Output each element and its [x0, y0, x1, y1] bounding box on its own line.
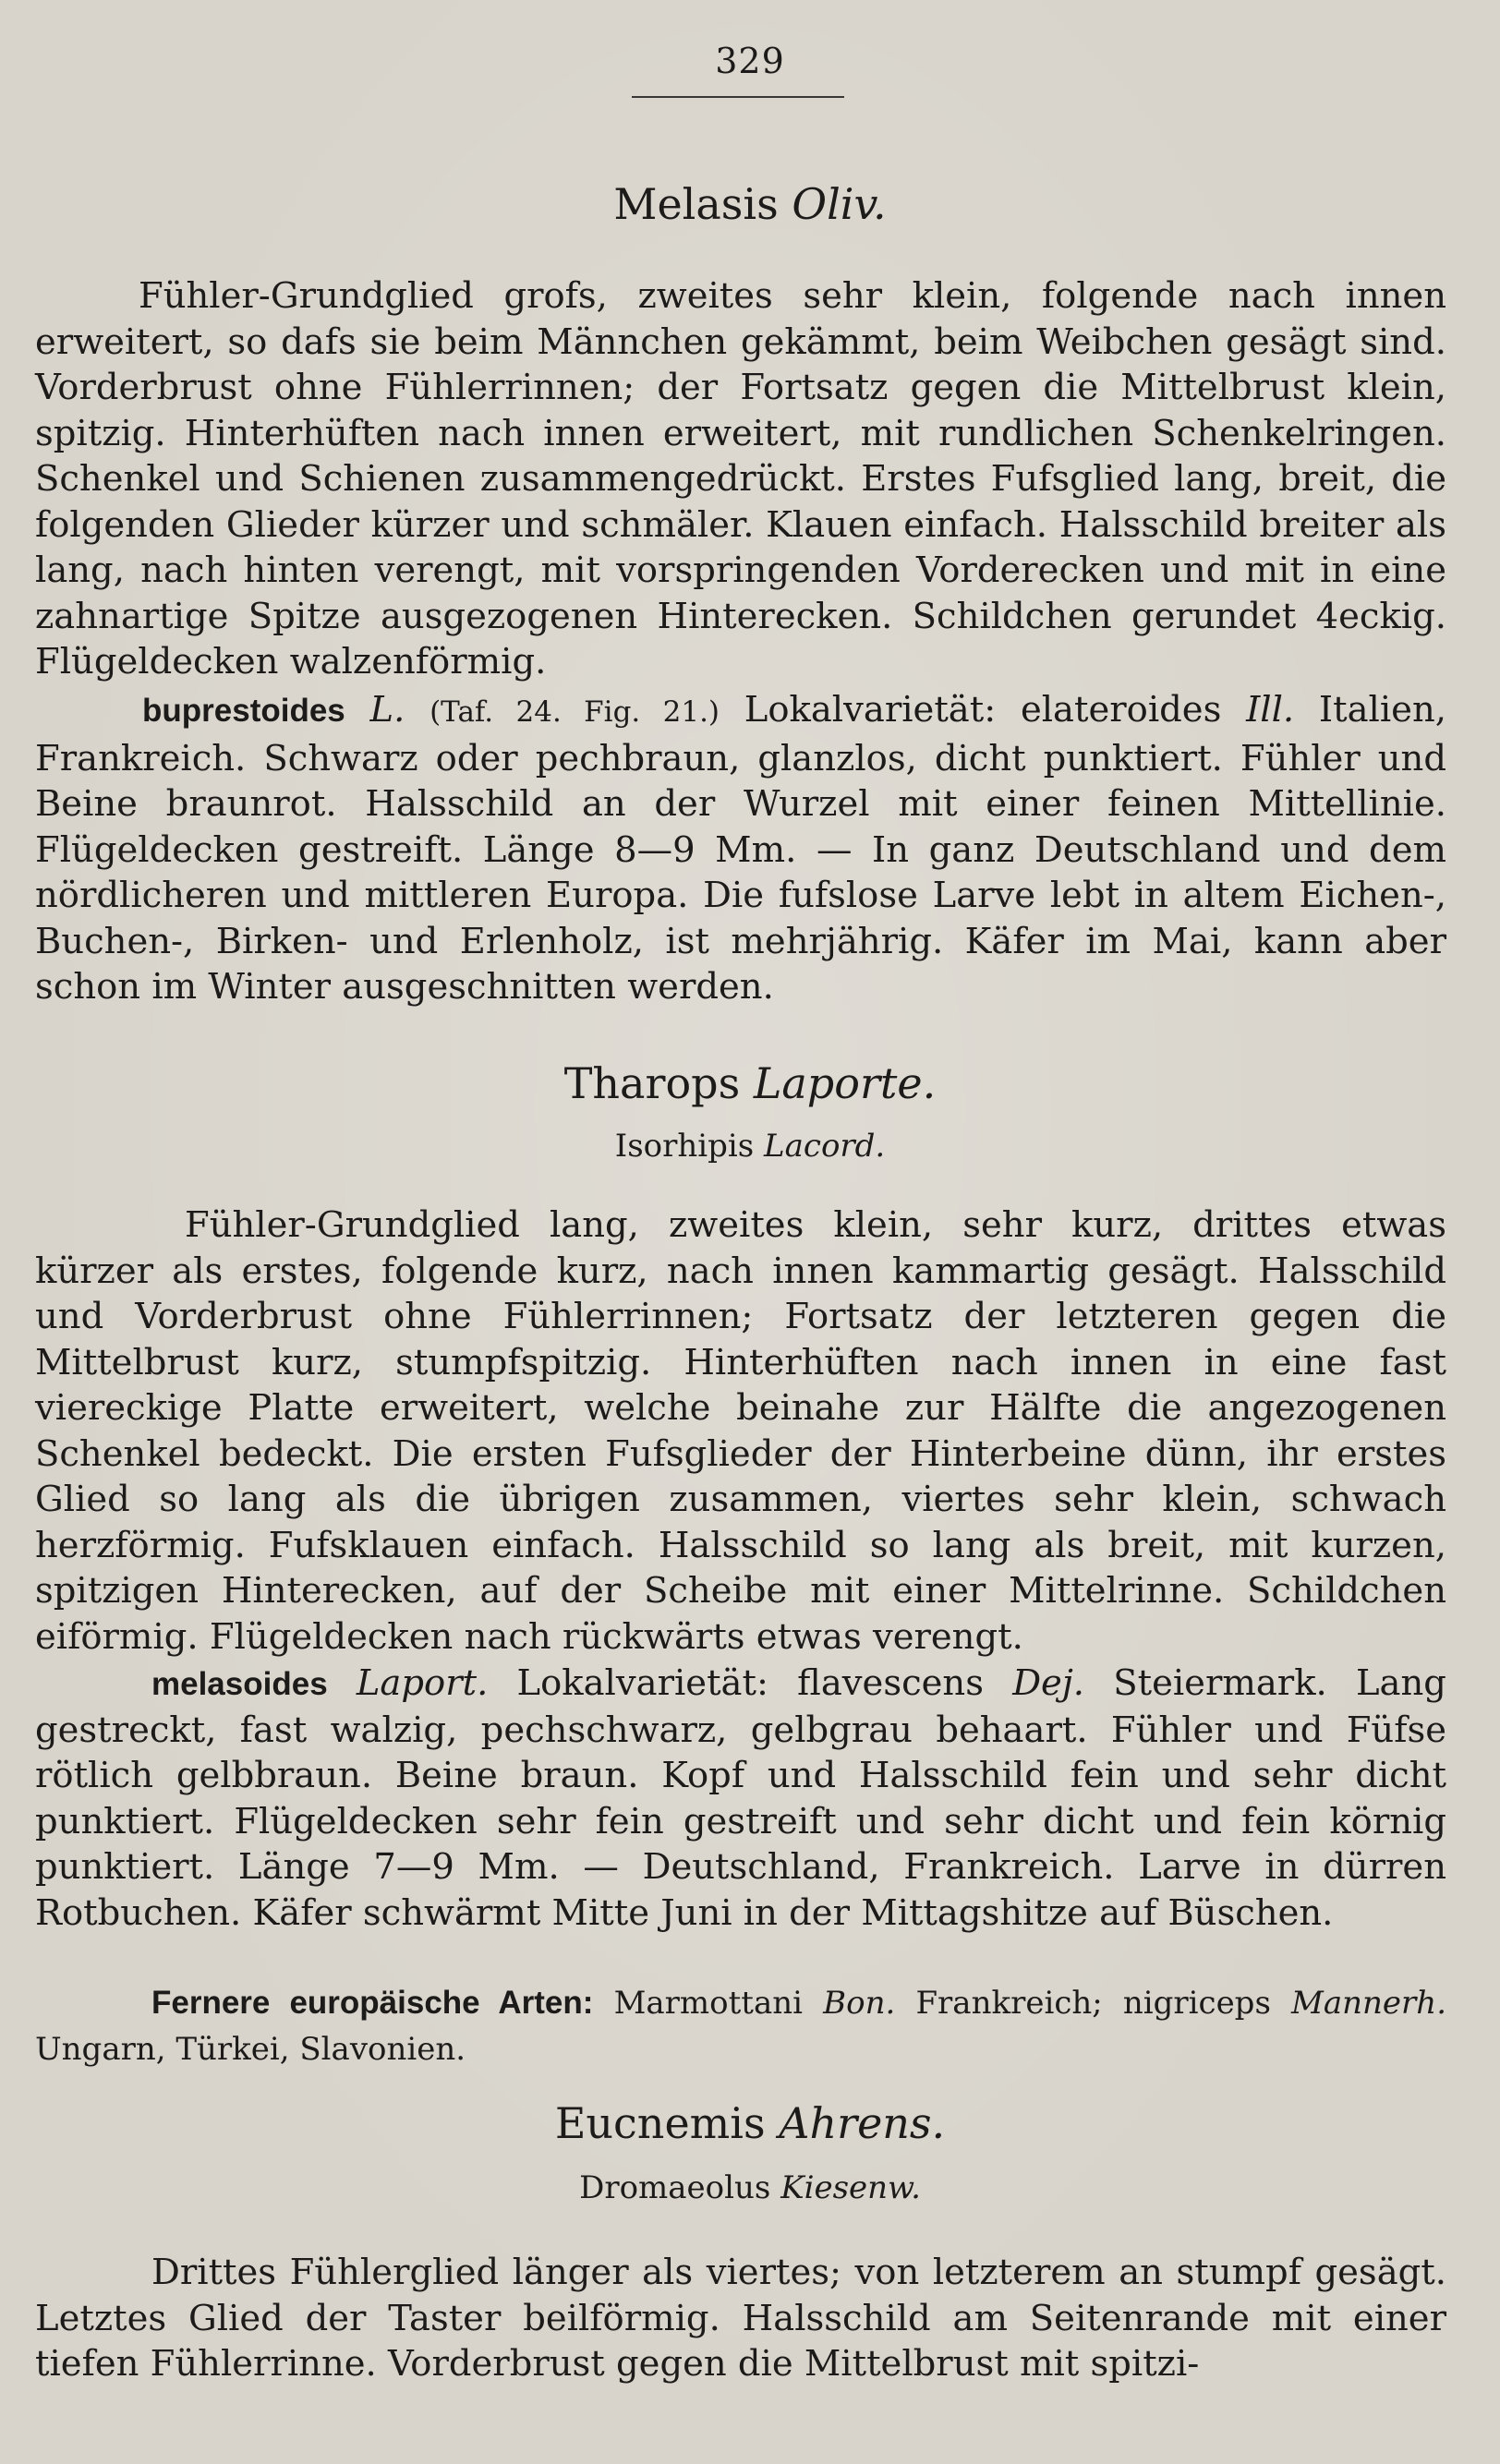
- variety-name: elateroides: [1020, 689, 1222, 731]
- species-entry-melasoides: melasoides Laport. Lokalvarietät: flavescens Dej. Steiermark. Lang gestreckt, fast walzig, pechschwarz, gelbgrau behaart. Fühler und Füfse rötlich gelbbraun. Beine braun. Kopf und Halsschild fein und sehr dicht punktiert. Flügeldecken sehr fein gestreift und sehr dicht und fein körnig punktiert. Länge 7—9 Mm. — Deutschland, Frankreich. Larve in dürren Rotbuchen. Käfer schwärmt Mitte Juni in der Mittagshitze auf Büschen.: [35, 1662, 1446, 1934]
- eucnemis-description: Drittes Fühlerglied länger als viertes; von letzterem an stumpf gesägt. Letztes Glied der Taster beilförmig. Halsschild am Seitenrande mit einer tiefen Fühlerrinne. Vorderbrust gegen die Mittelbrust mit spitzi-: [35, 2252, 1446, 2385]
- page-number: 329: [715, 41, 785, 81]
- genus-heading-melasis: [0, 179, 1500, 229]
- species-author: L.: [369, 689, 405, 731]
- species-name: buprestoides: [142, 693, 345, 729]
- plate-reference: (Taf. 24. Fig. 21.): [429, 695, 720, 729]
- genus-name: Melasis: [613, 179, 779, 229]
- tharops-description: Fühler-Grundglied lang, zweites klein, sehr kurz, drittes etwas kürzer als erstes, folgende kurz, nach innen kammartig gesägt. Halsschild und Vorderbrust ohne Fühlerrinnen; Fortsatz der letzteren gegen die Mittelbrust kurz, stumpfspitzig. Hinterhüften nach innen in eine fast viereckige Platte erweitert, welche beinahe zur Hälfte die angezogenen Schenkel bedeckt. Die ersten Fufsglieder der Hinterbeine dünn, ihr erstes Glied so lang als die übrigen zusammen, viertes sehr klein, schwach herzförmig. Fufsklauen einfach. Halsschild so lang als breit, mit kurzen, spitzigen Hinterecken, auf der Scheibe mit einer Mittelrinne. Schildchen eiförmig. Flügeldecken nach rückwärts etwas verengt.: [35, 1204, 1446, 1658]
- further-species: Fernere europäische Arten: Marmottani Bon. Frankreich; nigriceps Mannerh. Ungarn, Türkei, Slavonien.: [35, 1985, 1447, 2068]
- genus-author: Oliv.: [792, 179, 887, 229]
- species-entry-buprestoides: buprestoides L. (Taf. 24. Fig. 21.) Lokalvarietät: elateroides Ill. Italien, Frankreich. Schwarz oder pechbraun, glanzlos, dicht punktiert. Fühler und Beine braunrot. Halsschild an der Wurzel mit einer feinen Mittellinie. Flügeldecken gestreift. Länge 8—9 Mm. — In ganz Deutschland und dem nördlicheren und mittleren Europa. Die fufslose Larve lebt in altem Eichen-, Buchen-, Birken- und Erlenholz, ist mehrjährig. Käfer im Mai, kann aber schon im Winter ausgeschnitten werden.: [35, 689, 1446, 1008]
- header-rule: [632, 96, 844, 98]
- genus-heading-tharops: Tharops Laporte.: [563, 1058, 937, 1108]
- genus-heading-eucnemis: Eucnemis Ahrens.: [554, 2098, 946, 2148]
- synonym-isorhipis: Isorhipis Lacord.: [614, 1128, 886, 1165]
- melasis-description: Fühler-Grundglied grofs, zweites sehr klein, folgende nach innen erweitert, so dafs sie beim Männchen gekämmt, beim Weibchen gesägt sind. Vorderbrust ohne Fühlerrinnen; der Fortsatz gegen die Mittelbrust klein, spitzig. Hinterhüften nach innen erweitert, mit rundlichen Schenkelringen. Schenkel und Schienen zusammengedrückt. Erstes Fufsglied lang, breit, die folgenden Glieder kürzer und schmäler. Klauen einfach. Halsschild breiter als lang, nach hinten verengt, mit vorspringenden Vorderecken und mit in eine zahnartige Spitze ausgezogenen Hinterecken. Schildchen gerundet 4eckig. Flügeldecken walzenförmig.: [35, 275, 1446, 682]
- synonym-dromaeolus: Dromaeolus Kiesenw.: [579, 2169, 921, 2206]
